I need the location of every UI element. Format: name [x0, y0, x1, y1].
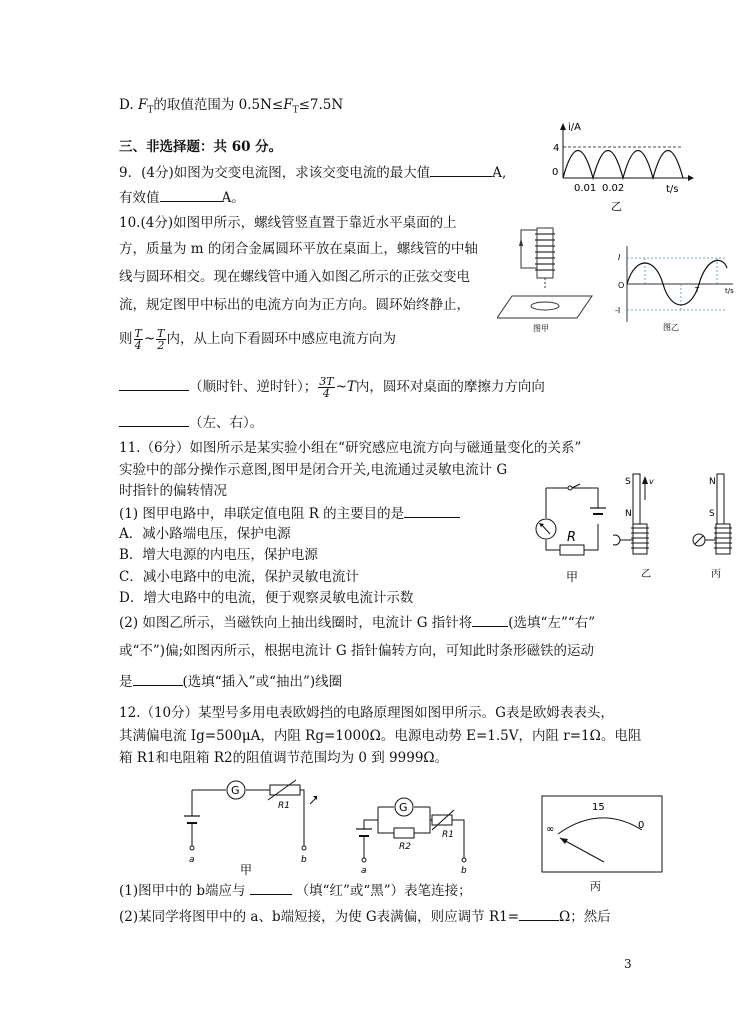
- q9-origin: 0: [552, 167, 559, 178]
- page-number: 3: [624, 957, 632, 971]
- q10-line2: 方，质量为 m 的闭合金属圆环平放在桌面上，螺线管的中轴: [119, 241, 478, 257]
- q11-option-c: C．减小电路中的电流，保护灵敏电流计: [119, 569, 359, 585]
- q10-fig-yi-caption: 图乙: [663, 323, 679, 332]
- q12-scale-inf: ∞: [546, 824, 555, 835]
- q11-blank-deflect[interactable]: [472, 612, 508, 627]
- q11-bing-S: S: [709, 509, 715, 519]
- q10-solenoid-figure: [497, 218, 607, 336]
- q11-line2: 实验中的部分操作示意图,图甲是闭合开关,电流通过灵敏电流计 G: [119, 462, 508, 478]
- q11-line1: 11.（6分）如图所示是某实验小组在“研究感应电流方向与磁通量变化的关系”: [119, 440, 582, 456]
- q11-label-R: R: [567, 530, 577, 545]
- q9-fig-caption: 乙: [611, 200, 622, 212]
- q12-jia-a: a: [189, 855, 195, 865]
- q12-sub1: (1)图甲中的 b端应与 （填“红”或“黑”）表笔连接；: [119, 880, 472, 900]
- q11-sub2-line2: 或“不”)偏;如图丙所示，根据电流计 G 指针偏转方向，可知此时条形磁铁的运动: [119, 643, 594, 659]
- q11-sub2-line3: 是 (选填“插入”或“抽出”)线圈: [119, 671, 342, 691]
- q9-line1: 9．(4分)如图为交变电流图，求该交变电流的最大值 A,: [119, 162, 506, 182]
- q12-meter-dial: [540, 794, 666, 900]
- q9-ylabel: i/A: [568, 122, 581, 133]
- q9-current-graph: [548, 118, 698, 212]
- q9-blank-rms[interactable]: [160, 187, 222, 202]
- q11-sub2-line1: (2) 如图乙所示，当磁铁向上抽出线圈时，电流计 G 指针将 (选填“左”“右”: [119, 612, 595, 632]
- q10-blank-direction[interactable]: [119, 376, 189, 391]
- q10-fig-jia-caption: 图甲: [533, 324, 549, 333]
- q10-sine-graph: [615, 238, 737, 334]
- q12-second-R1: R1: [442, 830, 454, 840]
- q9-x-tick-1: 0.01: [574, 183, 597, 194]
- q12-sub2: (2)某同学将图甲中的 a、b端短接，为使 G表满偏，则应调节 R1= Ω；然后: [119, 906, 611, 926]
- q10-line6: （顺时针、逆时针）； $\frac{3T}{4}$ ~T内，圆环对桌面的摩擦力方向向: [119, 376, 545, 399]
- q12-line1: 12.（10分）某型号多用电表欧姆挡的电路原理图如图甲所示。G表是欧姆表表头，: [119, 705, 614, 721]
- q12-second-R2: R2: [399, 842, 411, 852]
- q10-line1: 10.(4分)如图甲所示，螺线管竖直置于靠近水平桌面的上: [119, 215, 457, 231]
- q12-jia-G: G: [231, 784, 240, 797]
- q10-label-T: T: [695, 286, 700, 294]
- q12-second-a: a: [361, 866, 367, 875]
- q10-label-t: t/s: [725, 287, 734, 295]
- previous-option-d: D. $F_T$的取值范围为 $0.5N\le F_T\le 7.5N$: [119, 97, 344, 116]
- q11-blank-motion[interactable]: [133, 671, 183, 686]
- q11-blank-purpose[interactable]: [404, 503, 460, 518]
- q11-option-b: B．增大电源的内电压，保护电源: [119, 547, 318, 563]
- q10-blank-friction[interactable]: [119, 412, 189, 427]
- q10-line3: 线与圆环相交。现在螺线管中通入如图乙所示的正弦交变电: [119, 269, 470, 285]
- q11-caption-bing: 丙: [711, 569, 721, 580]
- q11-circuit-jia: [532, 478, 614, 586]
- q12-caption-jia: 甲: [240, 863, 253, 877]
- q12-circuit-jia: [180, 776, 320, 878]
- q10-line4: 流，规定图甲中标出的电流方向为正方向。圆环始终静止，: [119, 297, 470, 313]
- q11-option-d: D．增大电路中的电流，便于观察灵敏电流计示数: [119, 590, 414, 606]
- q12-jia-R1: R1: [278, 801, 290, 811]
- q11-sub1: (1) 图甲电路中，串联定值电阻 R 的主要目的是: [119, 503, 460, 523]
- q12-caption-bing: 丙: [590, 880, 601, 893]
- q10-label-I: I: [618, 253, 621, 262]
- q11-yi-v: v: [649, 477, 654, 486]
- q9-line2: 有效值 A。: [119, 187, 245, 207]
- q11-figure-yi: [613, 470, 673, 582]
- q11-yi-N: N: [625, 509, 632, 519]
- q12-line3: 箱 R1和电阻箱 R2的阻值调节范围均为 0 到 9999Ω。: [119, 750, 449, 766]
- q12-circuit-second: [348, 783, 478, 875]
- section-title: 三、非选择题：共 60 分。: [119, 139, 283, 155]
- q9-y-tick: 4: [553, 143, 560, 154]
- q11-caption-yi: 乙: [641, 569, 651, 580]
- q10-label-O: O: [618, 281, 625, 290]
- q11-line3: 时指针的偏转情况: [119, 483, 227, 499]
- q10-line7: （左、右）。: [119, 412, 263, 432]
- q11-option-a: A．减小路端电压，保护电源: [119, 526, 291, 542]
- q11-yi-S: S: [625, 477, 631, 487]
- q12-second-b: b: [461, 866, 467, 875]
- q11-caption-jia: 甲: [566, 570, 579, 584]
- q12-blank-R1[interactable]: [519, 906, 559, 921]
- q12-second-G: G: [399, 801, 408, 814]
- q9-blank-max[interactable]: [430, 162, 492, 177]
- q12-blank-probe[interactable]: [250, 880, 292, 895]
- q12-jia-b: b: [301, 855, 307, 865]
- q9-xlabel: t/s: [666, 184, 679, 195]
- q12-line2: 其满偏电流 Ig=500μA，内阻 Rg=1000Ω。电源电动势 E=1.5V，内阻 r=1Ω。电阻: [119, 728, 642, 744]
- q11-figure-bing: [683, 470, 737, 582]
- q12-scale-15: 15: [592, 802, 605, 813]
- q12-scale-0: 0: [638, 820, 645, 831]
- q9-x-tick-2: 0.02: [602, 183, 625, 194]
- q10-line5: 则 $\frac{T}{4}$ ~ $\frac{T}{2}$ 内，从上向下看圆环中感应电流方向为: [119, 327, 396, 352]
- q11-bing-N: N: [709, 477, 716, 487]
- q10-label-negI: -I: [615, 306, 621, 315]
